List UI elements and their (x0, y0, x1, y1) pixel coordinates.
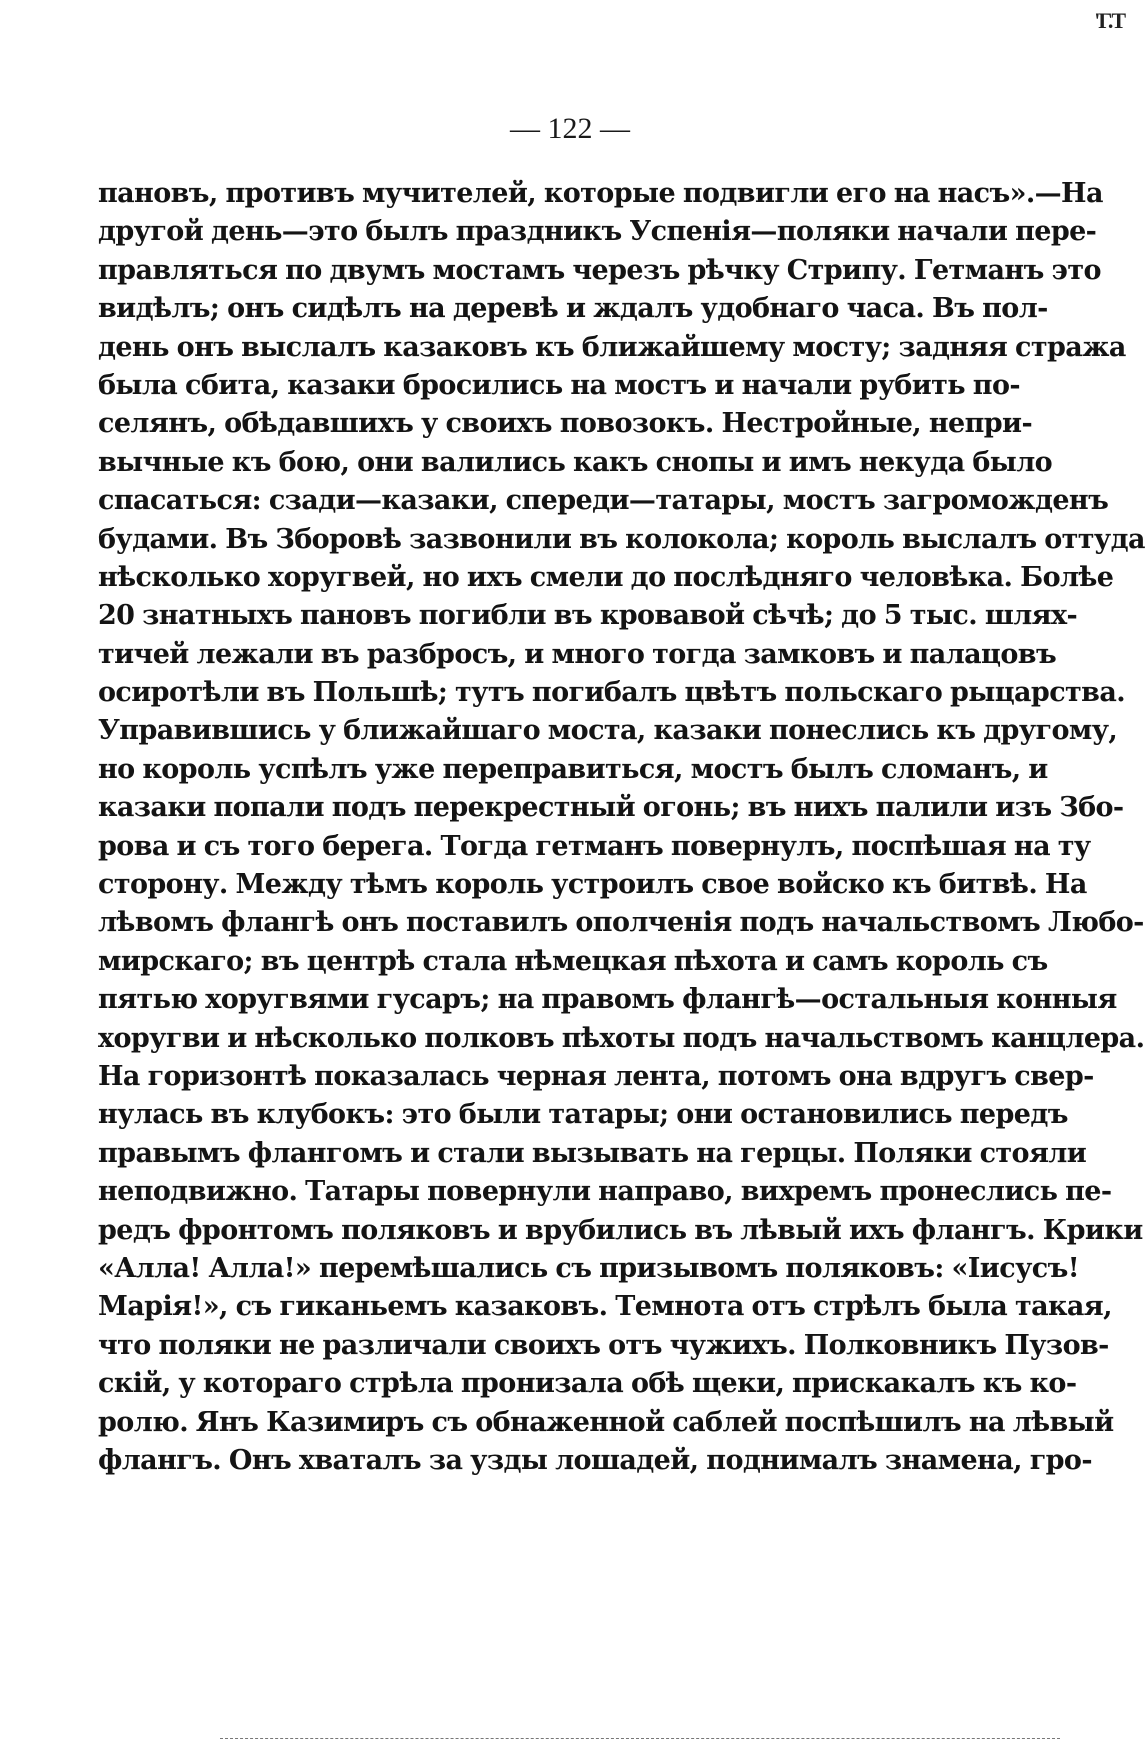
text-line: Марія!», съ гиканьемъ казаковъ. Темнота отъ стрѣлъ была такая, (98, 1291, 1112, 1323)
page-bottom-rule (220, 1738, 1060, 1739)
text-line: На горизонтѣ показалась черная лента, потомъ она вдругъ свер- (98, 1060, 1094, 1092)
text-line: вычные къ бою, они валились какъ снопы и имъ некуда было (98, 446, 1053, 478)
text-line: тичей лежали въ разбросъ, и много тогда замковъ и палацовъ (98, 638, 1057, 670)
text-line: пятью хоругвями гусаръ; на правомъ флангѣ—остальныя конныя (98, 984, 1117, 1016)
text-line: была сбита, казаки бросились на мостъ и начали рубить по- (98, 369, 1020, 401)
text-line: редъ фронтомъ поляковъ и врубились въ лѣвый ихъ флангъ. Крики (98, 1214, 1143, 1246)
text-line: правляться по двумъ мостамъ черезъ рѣчку Стрипу. Гетманъ это (98, 254, 1101, 286)
text-line: спасаться: сзади—казаки, спереди—татары, мостъ загроможденъ (98, 485, 1109, 517)
text-line: нулась въ клубокъ: это были татары; они остановились передъ (98, 1099, 1068, 1131)
text-line: «Алла! Алла!» перемѣшались съ призывомъ поляковъ: «Іисусъ! (98, 1252, 1079, 1284)
text-line: селянъ, обѣдавшихъ у своихъ повозокъ. Нестройные, непри- (98, 408, 1033, 440)
text-line: 20 знатныхъ пановъ погибли въ кровавой сѣчѣ; до 5 тыс. шлях- (98, 600, 1078, 632)
page-number: — 122 — (510, 112, 630, 145)
text-line: мирскаго; въ центрѣ стала нѣмецкая пѣхота и самъ король съ (98, 945, 1048, 977)
text-line: пановъ, противъ мучителей, которые подвигли его на насъ».—На (98, 178, 1103, 209)
text-line: день онъ выслалъ казаковъ къ ближайшему мосту; задняя стража (98, 331, 1126, 363)
text-line: лѣвомъ флангѣ онъ поставилъ ополченія подъ начальствомъ Любо- (98, 907, 1144, 939)
text-line: Управившись у ближайшаго моста, казаки понеслись къ другому, (98, 715, 1118, 747)
text-line: флангъ. Онъ хваталъ за узды лошадей, поднималъ знамена, гро- (98, 1444, 1092, 1476)
text-line: что поляки не различали своихъ отъ чужихъ. Полковникъ Пузов- (98, 1329, 1109, 1361)
text-line: скій, у котораго стрѣла пронизала обѣ щеки, прискакалъ къ ко- (98, 1368, 1077, 1400)
text-line: неподвижно. Татары повернули направо, вихремъ пронеслись пе- (98, 1176, 1112, 1208)
text-line: осиротѣли въ Польшѣ; тутъ погибалъ цвѣтъ польскаго рыцарства. (98, 677, 1126, 709)
corner-mark: 'Г.Т (1094, 8, 1124, 33)
text-line: сторону. Между тѣмъ король устроилъ свое войско къ битвѣ. На (98, 869, 1087, 901)
text-line: но король успѣлъ уже переправиться, мостъ былъ сломанъ, и (98, 753, 1048, 785)
text-line: хоругви и нѣсколько полковъ пѣхоты подъ начальствомъ канцлера. (98, 1022, 1145, 1054)
text-line: нѣсколько хоругвей, но ихъ смели до послѣдняго человѣка. Болѣе (98, 561, 1114, 593)
text-line: казаки попали подъ перекрестный огонь; въ нихъ палили изъ Збо- (98, 792, 1124, 824)
text-line: другой день—это былъ праздникъ Успенія—поляки начали пере- (98, 216, 1097, 248)
text-line: видѣлъ; онъ сидѣлъ на деревѣ и ждалъ удобнаго часа. Въ пол- (98, 293, 1048, 325)
text-body (98, 175, 1145, 1480)
text-line: правымъ флангомъ и стали вызывать на герцы. Поляки стояли (98, 1137, 1087, 1169)
text-line: будами. Въ Зборовѣ зазвонили въ колокола; король выслалъ оттуда (98, 523, 1145, 555)
text-line: ролю. Янъ Казимиръ съ обнаженной саблей поспѣшилъ на лѣвый (98, 1406, 1114, 1438)
text-line: рова и съ того берега. Тогда гетманъ повернулъ, поспѣшая на ту (98, 830, 1091, 862)
